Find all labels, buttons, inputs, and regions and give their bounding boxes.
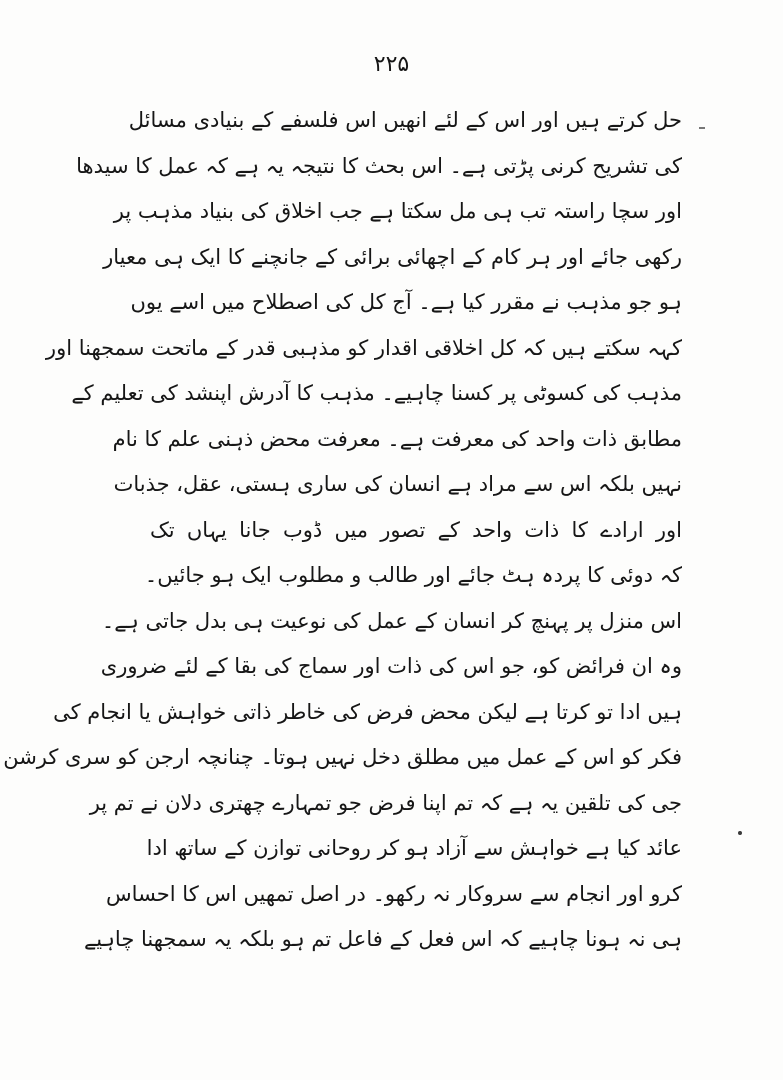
- text-line: فکر کو اس کے عمل میں مطلق دخل نہیں ہوتا۔ چنانچہ ارجن کو سری کرشن: [3, 745, 682, 769]
- page-number: ۲۲۵: [373, 52, 410, 77]
- text-line: حل کرتے ہیں اور اس کے لئے انھیں اس فلسفے کے بنیادی مسائل: [128, 108, 682, 132]
- text-line: کی تشریح کرنی پڑتی ہے۔ اس بحث کا نتیجہ یہ ہے کہ عمل کا سیدھا: [76, 153, 682, 178]
- text-line: اور ارادے کا ذات واحد کے تصور میں ڈوب جانا یہاں تک: [150, 517, 682, 542]
- margin-mark: [699, 127, 705, 129]
- text-line: کہ دوئی کا پردہ ہٹ جائے اور طالب و مطلوب ایک ہو جائیں۔: [144, 563, 682, 587]
- text-line: رکھی جائے اور ہر کام کے اچھائی برائی کے جانچنے کا ایک ہی معیار: [103, 244, 682, 269]
- text-line: مذہب کی کسوٹی پر کسنا چاہیے۔ مذہب کا آدرش اپنشد کی تعلیم کے: [71, 381, 682, 405]
- text-line: اس منزل پر پہنچ کر انسان کے عمل کی نوعیت ہی بدل جاتی ہے۔: [101, 608, 682, 633]
- text-line: اور سچا راستہ تب ہی مل سکتا ہے جب اخلاق کی بنیاد مذہب پر: [113, 199, 682, 223]
- text-line: وہ ان فرائض کو، جو اس کی ذات اور سماج کی بقا کے لئے ضروری: [100, 654, 682, 678]
- text-line: نہیں بلکہ اس سے مراد ہے انسان کی ساری ہستی، عقل، جذبات: [113, 472, 682, 496]
- text-line: کہہ سکتے ہیں کہ کل اخلاقی اقدار کو مذہبی قدر کے ماتحت سمجھنا اور: [45, 335, 682, 360]
- body-text: [3, 98, 682, 963]
- text-line: کرو اور انجام سے سروکار نہ رکھو۔ در اصل تمھیں اس کا احساس: [106, 881, 682, 906]
- text-line: ہی نہ ہونا چاہیے کہ اس فعل کے فاعل تم ہو بلکہ یہ سمجھنا چاہیے: [83, 927, 682, 951]
- text-line: ہو جو مذہب نے مقرر کیا ہے۔ آج کل کی اصطلاح میں اسے یوں: [130, 290, 682, 314]
- text-line: جی کی تلقین یہ ہے کہ تم اپنا فرض جو تمہارے چھتری دلان نے تم پر: [89, 790, 682, 815]
- text-line: مطابق ذات واحد کی معرفت ہے۔ معرفت محض ذہنی علم کا نام: [112, 426, 682, 451]
- margin-dot: [738, 831, 742, 835]
- text-line: ہیں ادا تو کرتا ہے لیکن محض فرض کی خاطر ذاتی خواہش یا انجام کی: [53, 699, 682, 724]
- text-line: عائد کیا ہے خواہش سے آزاد ہو کر روحانی توازن کے ساتھ ادا: [146, 836, 682, 860]
